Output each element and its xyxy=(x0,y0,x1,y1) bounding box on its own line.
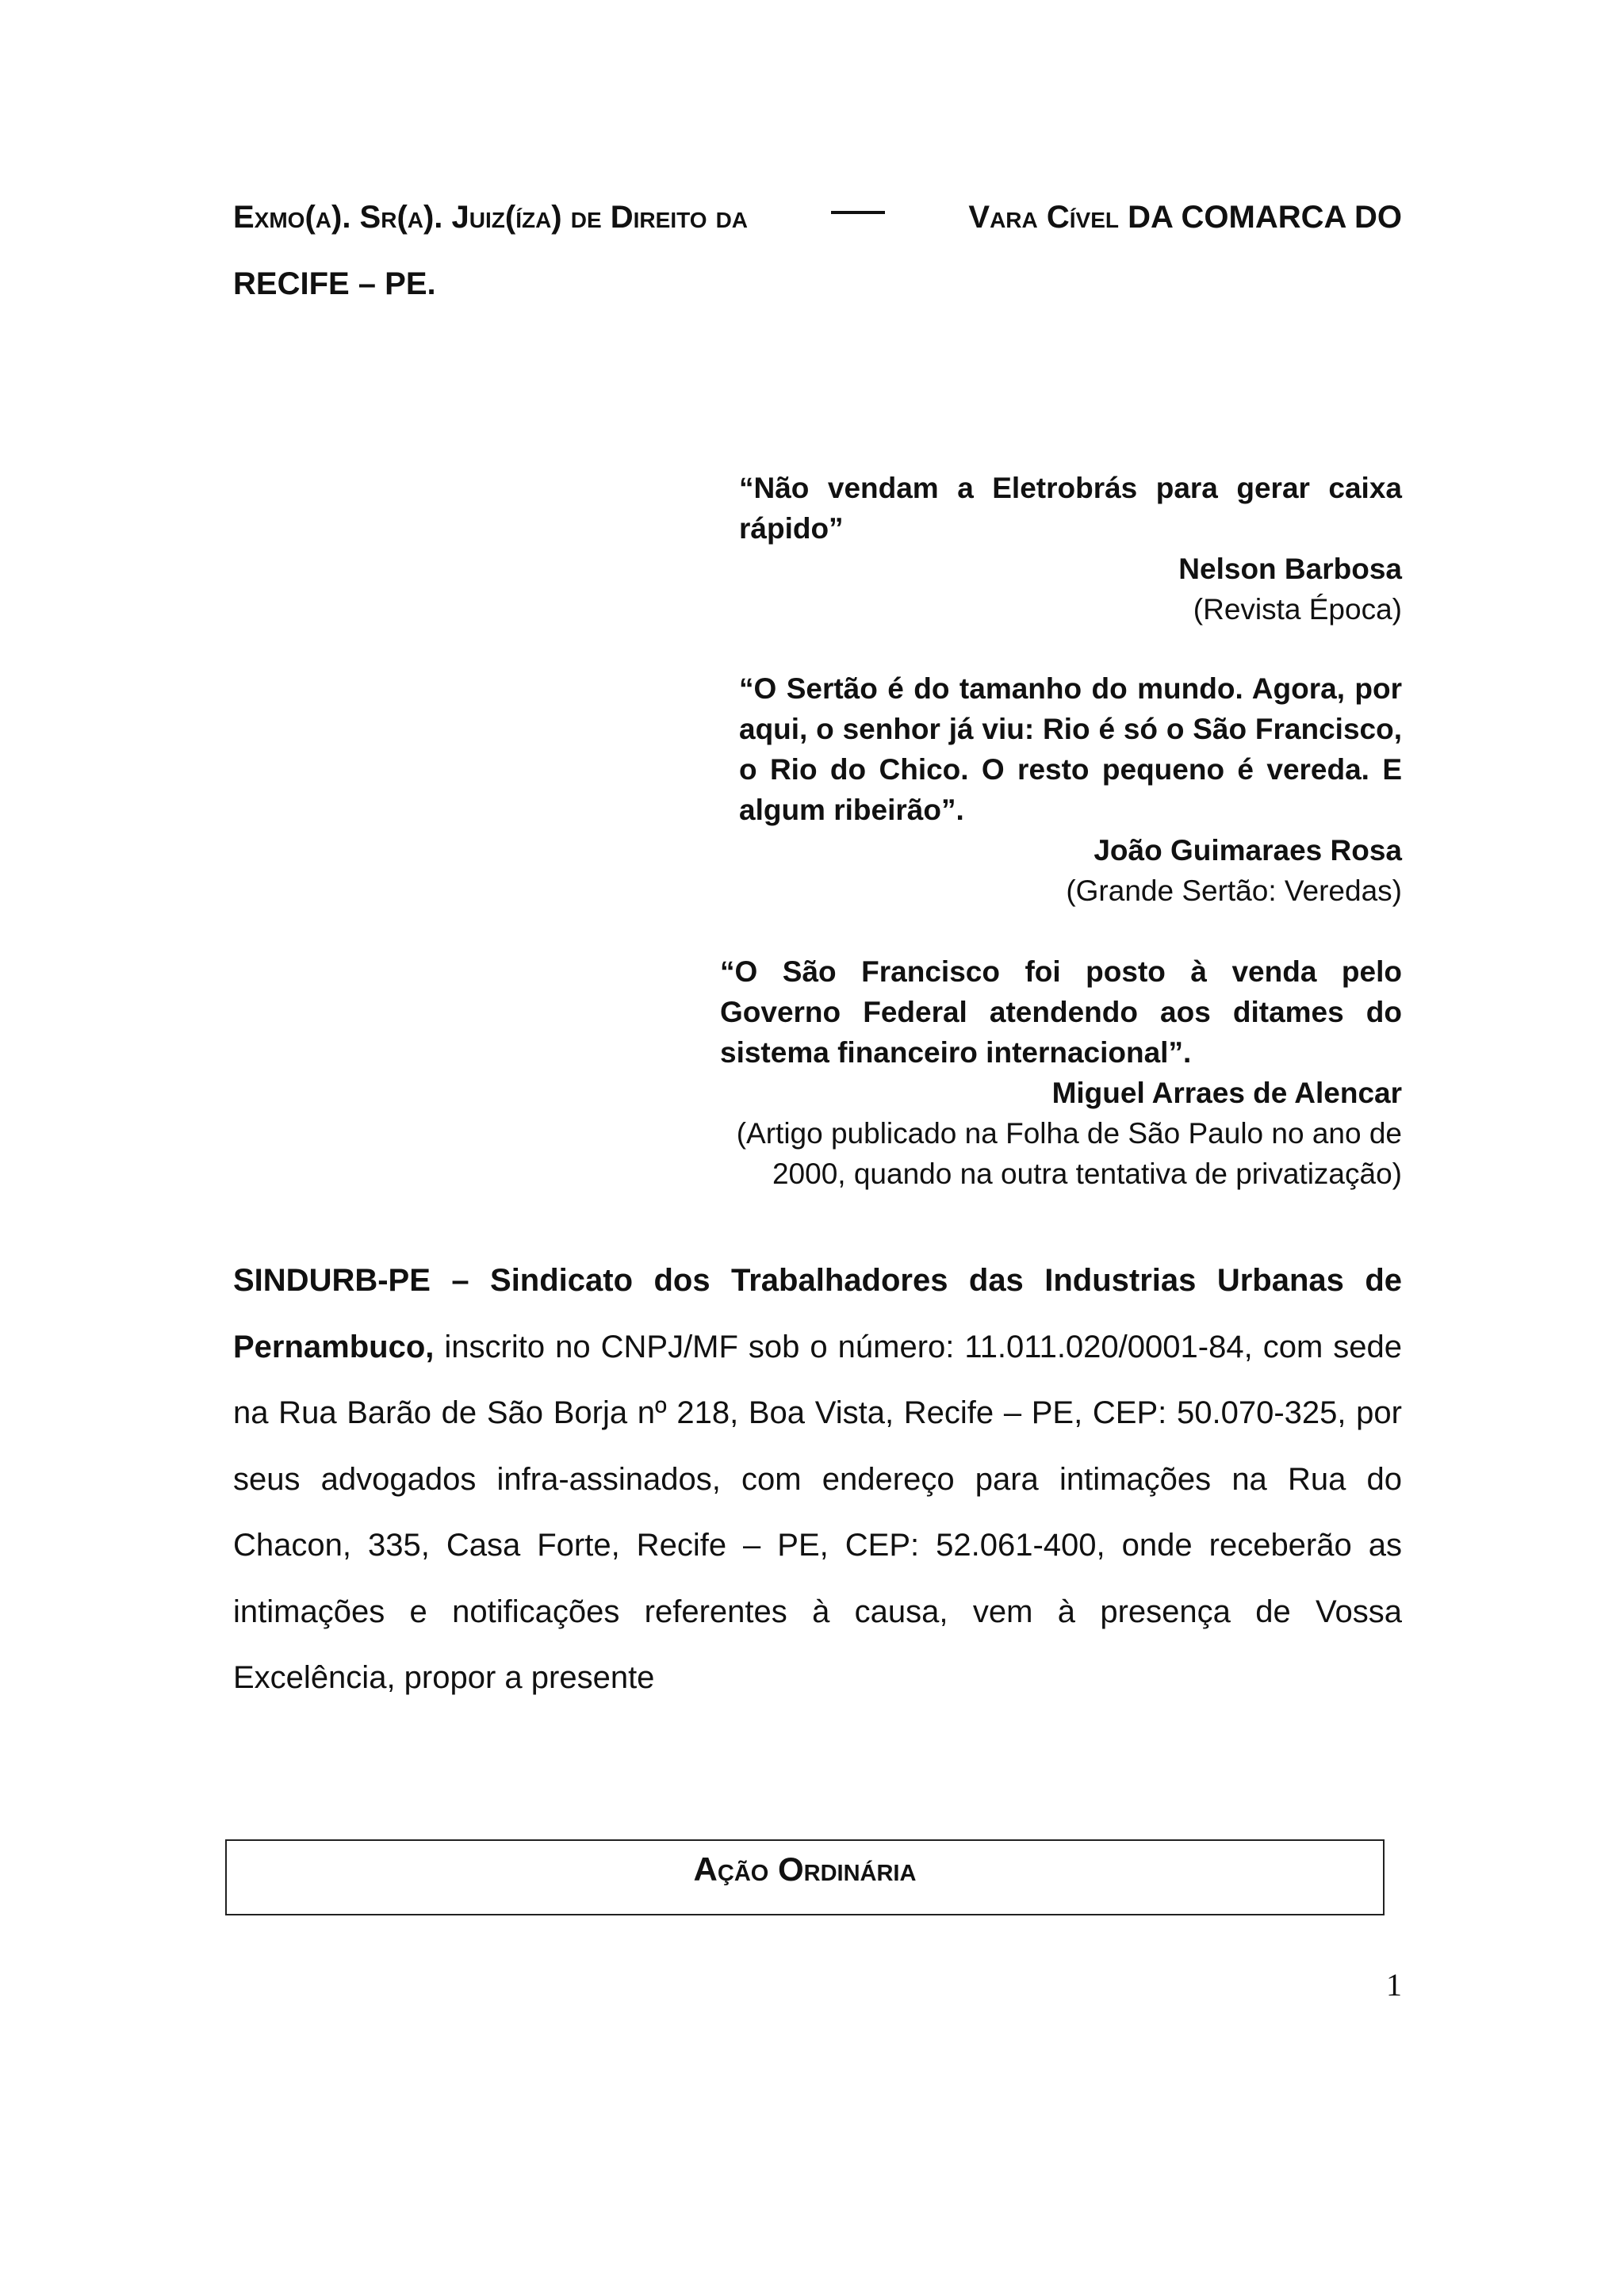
epigraph-author: João Guimaraes Rosa xyxy=(1094,834,1402,867)
court-number-blank xyxy=(831,184,885,214)
epigraph-nelson-barbosa xyxy=(739,468,1402,629)
epigraph-source: (Grande Sertão: Veredas) xyxy=(1066,874,1402,907)
epigraph-quote: “O São Francisco foi posto à venda pelo Governo Federal atendendo aos ditames do sistema financeiro internacional”. xyxy=(720,955,1402,1069)
epigraph-author: Nelson Barbosa xyxy=(1178,553,1402,585)
action-title-box xyxy=(225,1839,1385,1915)
court-address-heading xyxy=(233,184,1402,317)
action-title: Ação Ordinária xyxy=(693,1850,917,1888)
epigraph-author: Miguel Arraes de Alencar xyxy=(1051,1077,1402,1109)
page-number: 1 xyxy=(1386,1967,1402,2003)
epigraph-source: (Revista Época) xyxy=(1193,593,1402,626)
epigraph-quote: “Não vendam a Eletrobrás para gerar caixa rápido” xyxy=(739,472,1402,545)
epigraph-guimaraes-rosa xyxy=(739,668,1402,911)
heading-line-2: RECIFE – PE. xyxy=(233,266,436,301)
heading-court-name: Vara Cível DA COMARCA DO xyxy=(968,200,1402,235)
party-name: SINDURB-PE – Sindicato dos Trabalhadores das Industrias Urbanas de Pernambuco, xyxy=(233,1263,1402,1364)
epigraph-quote: “O Sertão é do tamanho do mundo. Agora, por aqui, o senhor já viu: Rio é só o São Francisco, o Rio do Chico. O resto pequeno é vereda. E algum ribeirão”. xyxy=(739,672,1402,826)
epigraph-miguel-arraes xyxy=(720,951,1402,1194)
heading-judge-title: Exmo(a). Sr(a). Juiz(íza) de Direito da xyxy=(233,200,749,235)
epigraph-source: (Artigo publicado na Folha de São Paulo no ano de 2000, quando na outra tentativa de privatização) xyxy=(736,1117,1402,1190)
heading-line-1 xyxy=(233,184,1402,251)
qualification-paragraph xyxy=(233,1248,1402,1712)
paragraph-text: inscrito no CNPJ/MF sob o número: 11.011.020/0001-84, com sede na Rua Barão de São Borja nº 218, Boa Vista, Recife – PE, CEP: 50.070-325, por seus advogados infra-assinados, com endereço para intimações na Rua do Chacon, 335, Casa Forte, Recife – PE, CEP: 52.061-400, onde receberão as intimações e notificações referentes à causa, vem à presença de Vossa Excelência, propor a presente xyxy=(233,1329,1402,1695)
